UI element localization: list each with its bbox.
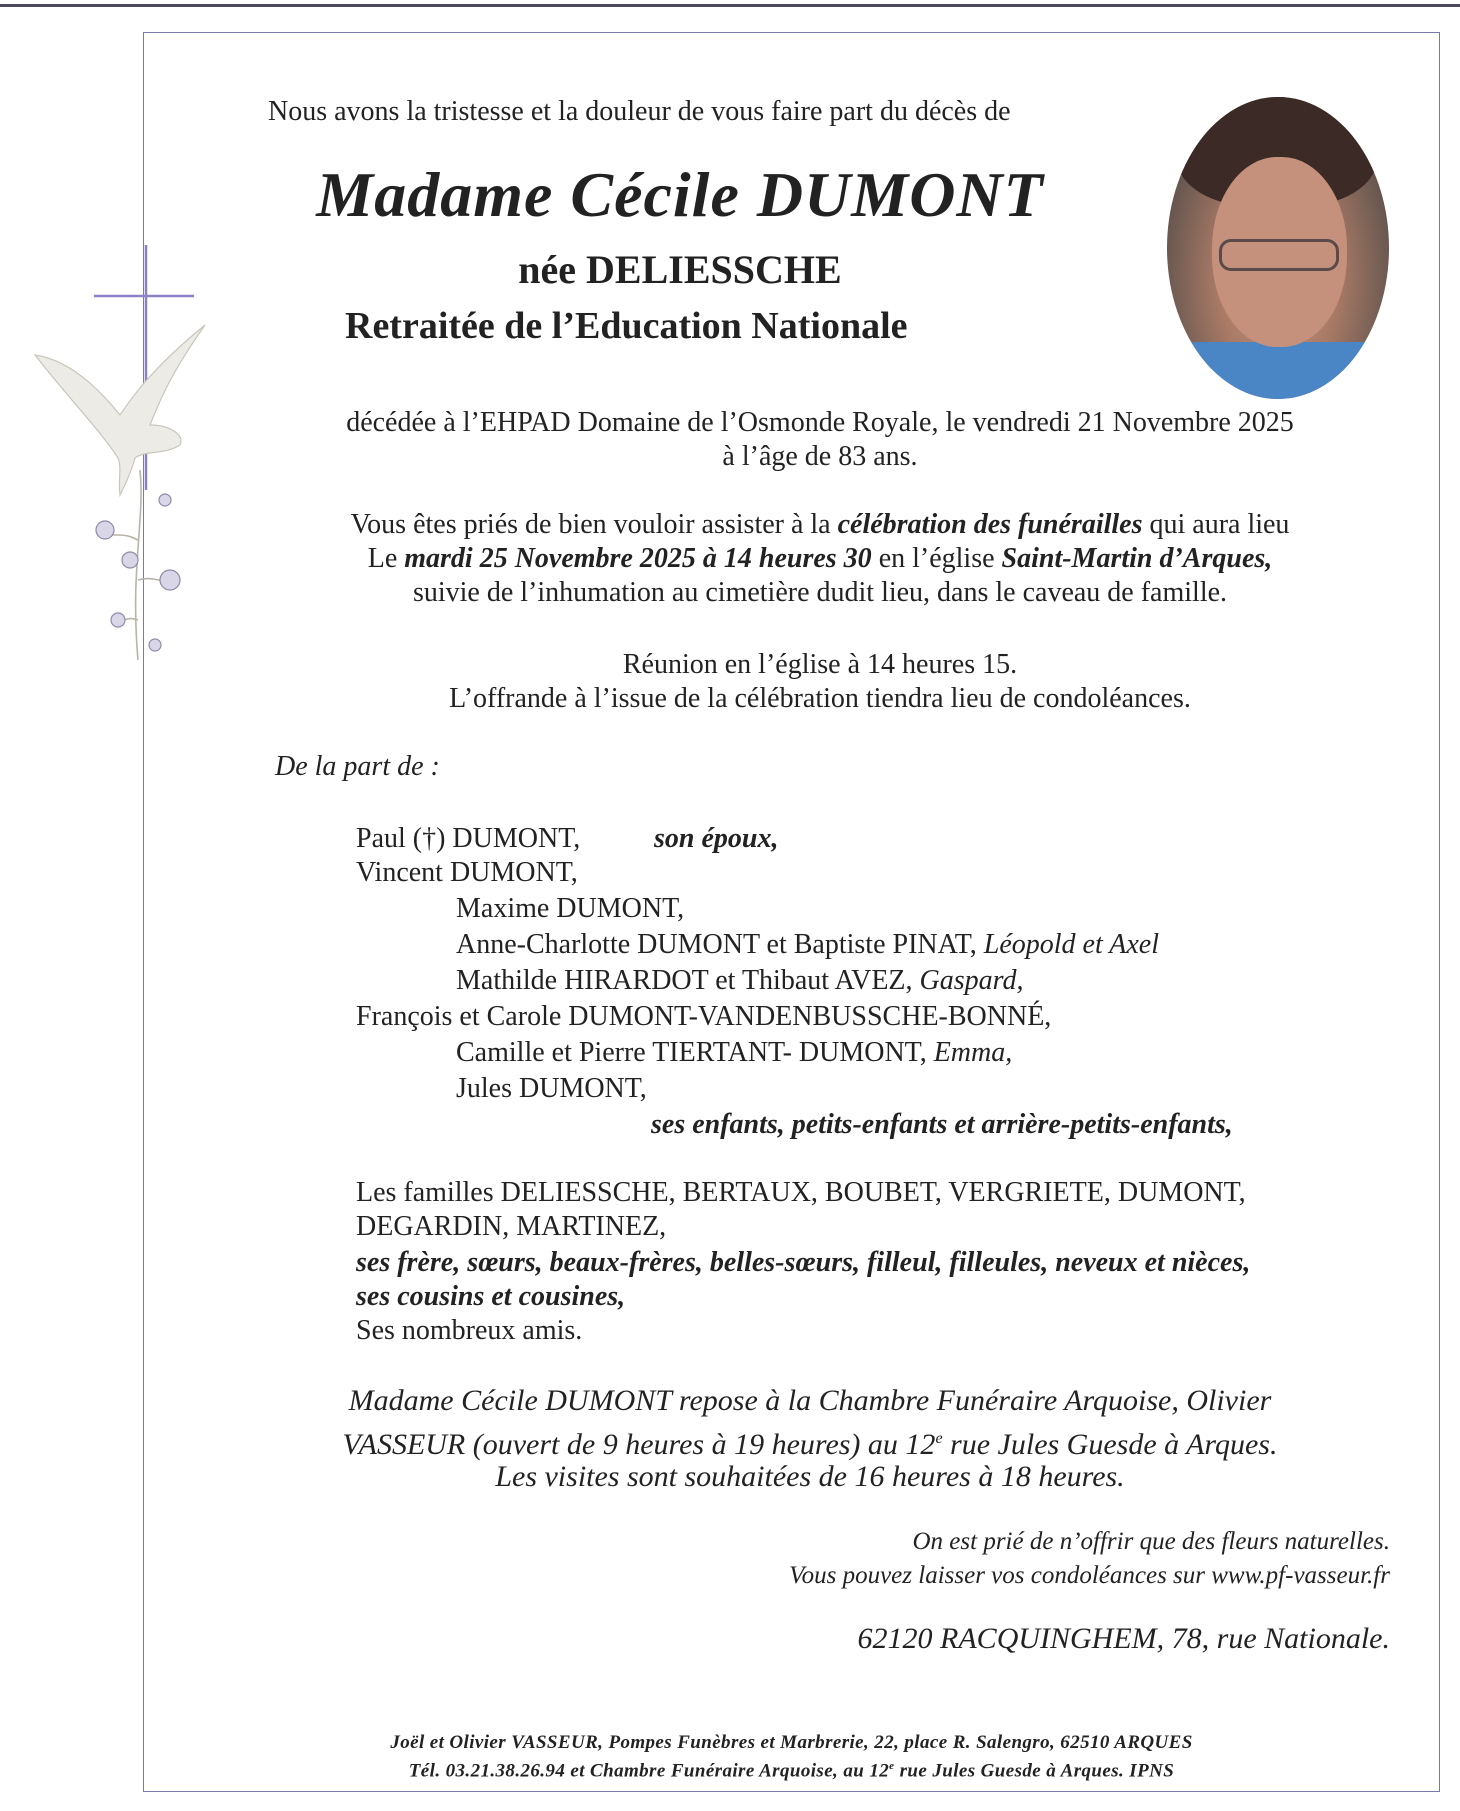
meeting-text: Réunion en l’église à 14 heures 15. — [622, 649, 1018, 680]
spouse-role: son époux, — [654, 823, 779, 854]
rest-superscript: e — [935, 1430, 943, 1447]
address-line: 62120 RACQUINGHEM, 78, rue Nationale. — [857, 1622, 1390, 1655]
children-role: ses enfants, petits-enfants et arrière-petits-enfants, — [651, 1109, 1233, 1140]
flowers-note: On est prié de n’offrir que des fleurs naturelles. — [912, 1528, 1390, 1555]
families-line-1: Les familles DELIESSCHE, BERTAUX, BOUBET, VERGRIETE, DUMONT, — [356, 1177, 1246, 1208]
child-francois: François et Carole DUMONT-VANDENBUSSCHE-BONNÉ, — [356, 1001, 1052, 1032]
grandchild-anne-charlotte — [456, 928, 1159, 962]
rest-line-3: Les visites sont souhaitées de 16 heures à 18 heures. — [495, 1460, 1125, 1493]
top-rule — [0, 4, 1460, 7]
friends-line: Ses nombreux amis. — [356, 1315, 583, 1346]
deceased-name: Madame Cécile DUMONT — [316, 159, 1044, 230]
families-line-2: DEGARDIN, MARTINEZ, — [356, 1211, 667, 1242]
flower-icon — [96, 494, 180, 651]
dove-icon — [35, 325, 205, 495]
rest-line-1: Madame Cécile DUMONT repose à la Chambre Funéraire Arquoise, Olivier — [348, 1384, 1272, 1417]
ceremony-church: Saint-Martin d’Arques, — [1001, 543, 1273, 574]
occupation: Retraitée de l’Education Nationale — [345, 305, 908, 347]
great-grandchildren-3: Emma, — [933, 1037, 1013, 1068]
relatives-line-2: ses cousins et cousines, — [356, 1281, 626, 1312]
ceremony-line-1 — [290, 508, 1350, 542]
ceremony-line-2-a: Le — [367, 543, 405, 574]
ceremony-line-1-a: Vous êtes priés de bien vouloir assister à la — [350, 509, 838, 540]
cross-dove-decoration — [30, 240, 210, 680]
spouse-name: Paul (†) DUMONT, — [356, 823, 581, 854]
rest-line-2-a: VASSEUR (ouvert de 9 heures à 19 heures) au 12 — [342, 1428, 936, 1461]
ceremony-line-2 — [290, 542, 1350, 576]
glasses-icon — [1219, 239, 1339, 271]
intro-text: Nous avons la tristesse et la douleur de vous faire part du décès de — [268, 96, 1011, 127]
grandchild-mathilde — [456, 964, 1024, 998]
ceremony-emphasis: célébration des funérailles — [837, 509, 1143, 540]
offering-text: L’offrande à l’issue de la célébration tiendra lieu de condoléances. — [449, 683, 1191, 714]
ceremony-line-3: suivie de l’inhumation au cimetière dudit lieu, dans le caveau de famille. — [412, 577, 1228, 608]
death-line-1: décédée à l’EHPAD Domaine de l’Osmonde Royale, le vendredi 21 Novembre 2025 — [346, 407, 1294, 438]
portrait-photo — [1167, 97, 1389, 399]
relatives-line-1: ses frère, sœurs, beaux-frères, belles-sœurs, filleul, filleules, neveux et nièces, — [356, 1247, 1251, 1278]
footer-line-1: Joël et Olivier VASSEUR, Pompes Funèbres et Marbrerie, 22, place R. Salengro, 62510 ARQUES — [390, 1732, 1193, 1753]
great-grandchildren-2: Gaspard, — [919, 965, 1024, 996]
ceremony-line-2-c: en l’église — [871, 543, 1002, 574]
birth-name: née DELIESSCHE — [518, 247, 842, 292]
family-header: De la part de : — [275, 751, 440, 782]
ceremony-line-1-c: qui aura lieu — [1142, 509, 1290, 540]
grandchild-mathilde-names: Mathilde HIRARDOT et Thibaut AVEZ, — [456, 965, 920, 996]
grandchild-anne-charlotte-names: Anne-Charlotte DUMONT et Baptiste PINAT, — [456, 929, 984, 960]
footer-line-2-a: Tél. 03.21.38.26.94 et Chambre Funéraire Arquoise, au 12 — [408, 1760, 890, 1782]
great-grandchildren-1: Léopold et Axel — [983, 929, 1159, 960]
death-line-2: à l’âge de 83 ans. — [722, 441, 918, 472]
child-vincent: Vincent DUMONT, — [356, 857, 578, 888]
grandchild-maxime: Maxime DUMONT, — [456, 893, 685, 924]
footer-superscript: e — [889, 1760, 895, 1772]
footer-line-2 — [143, 1760, 1440, 1782]
grandchild-camille-names: Camille et Pierre TIERTANT- DUMONT, — [456, 1037, 934, 1068]
rest-line-2-b: rue Jules Guesde à Arques. — [942, 1428, 1278, 1461]
grandchild-camille — [456, 1036, 1012, 1070]
footer-line-2-b: rue Jules Guesde à Arques. IPNS — [894, 1760, 1175, 1782]
ceremony-date: mardi 25 Novembre 2025 à 14 heures 30 — [404, 543, 872, 574]
condolences-note: Vous pouvez laisser vos condoléances sur www.pf-vasseur.fr — [789, 1562, 1390, 1589]
grandchild-jules: Jules DUMONT, — [456, 1073, 647, 1104]
